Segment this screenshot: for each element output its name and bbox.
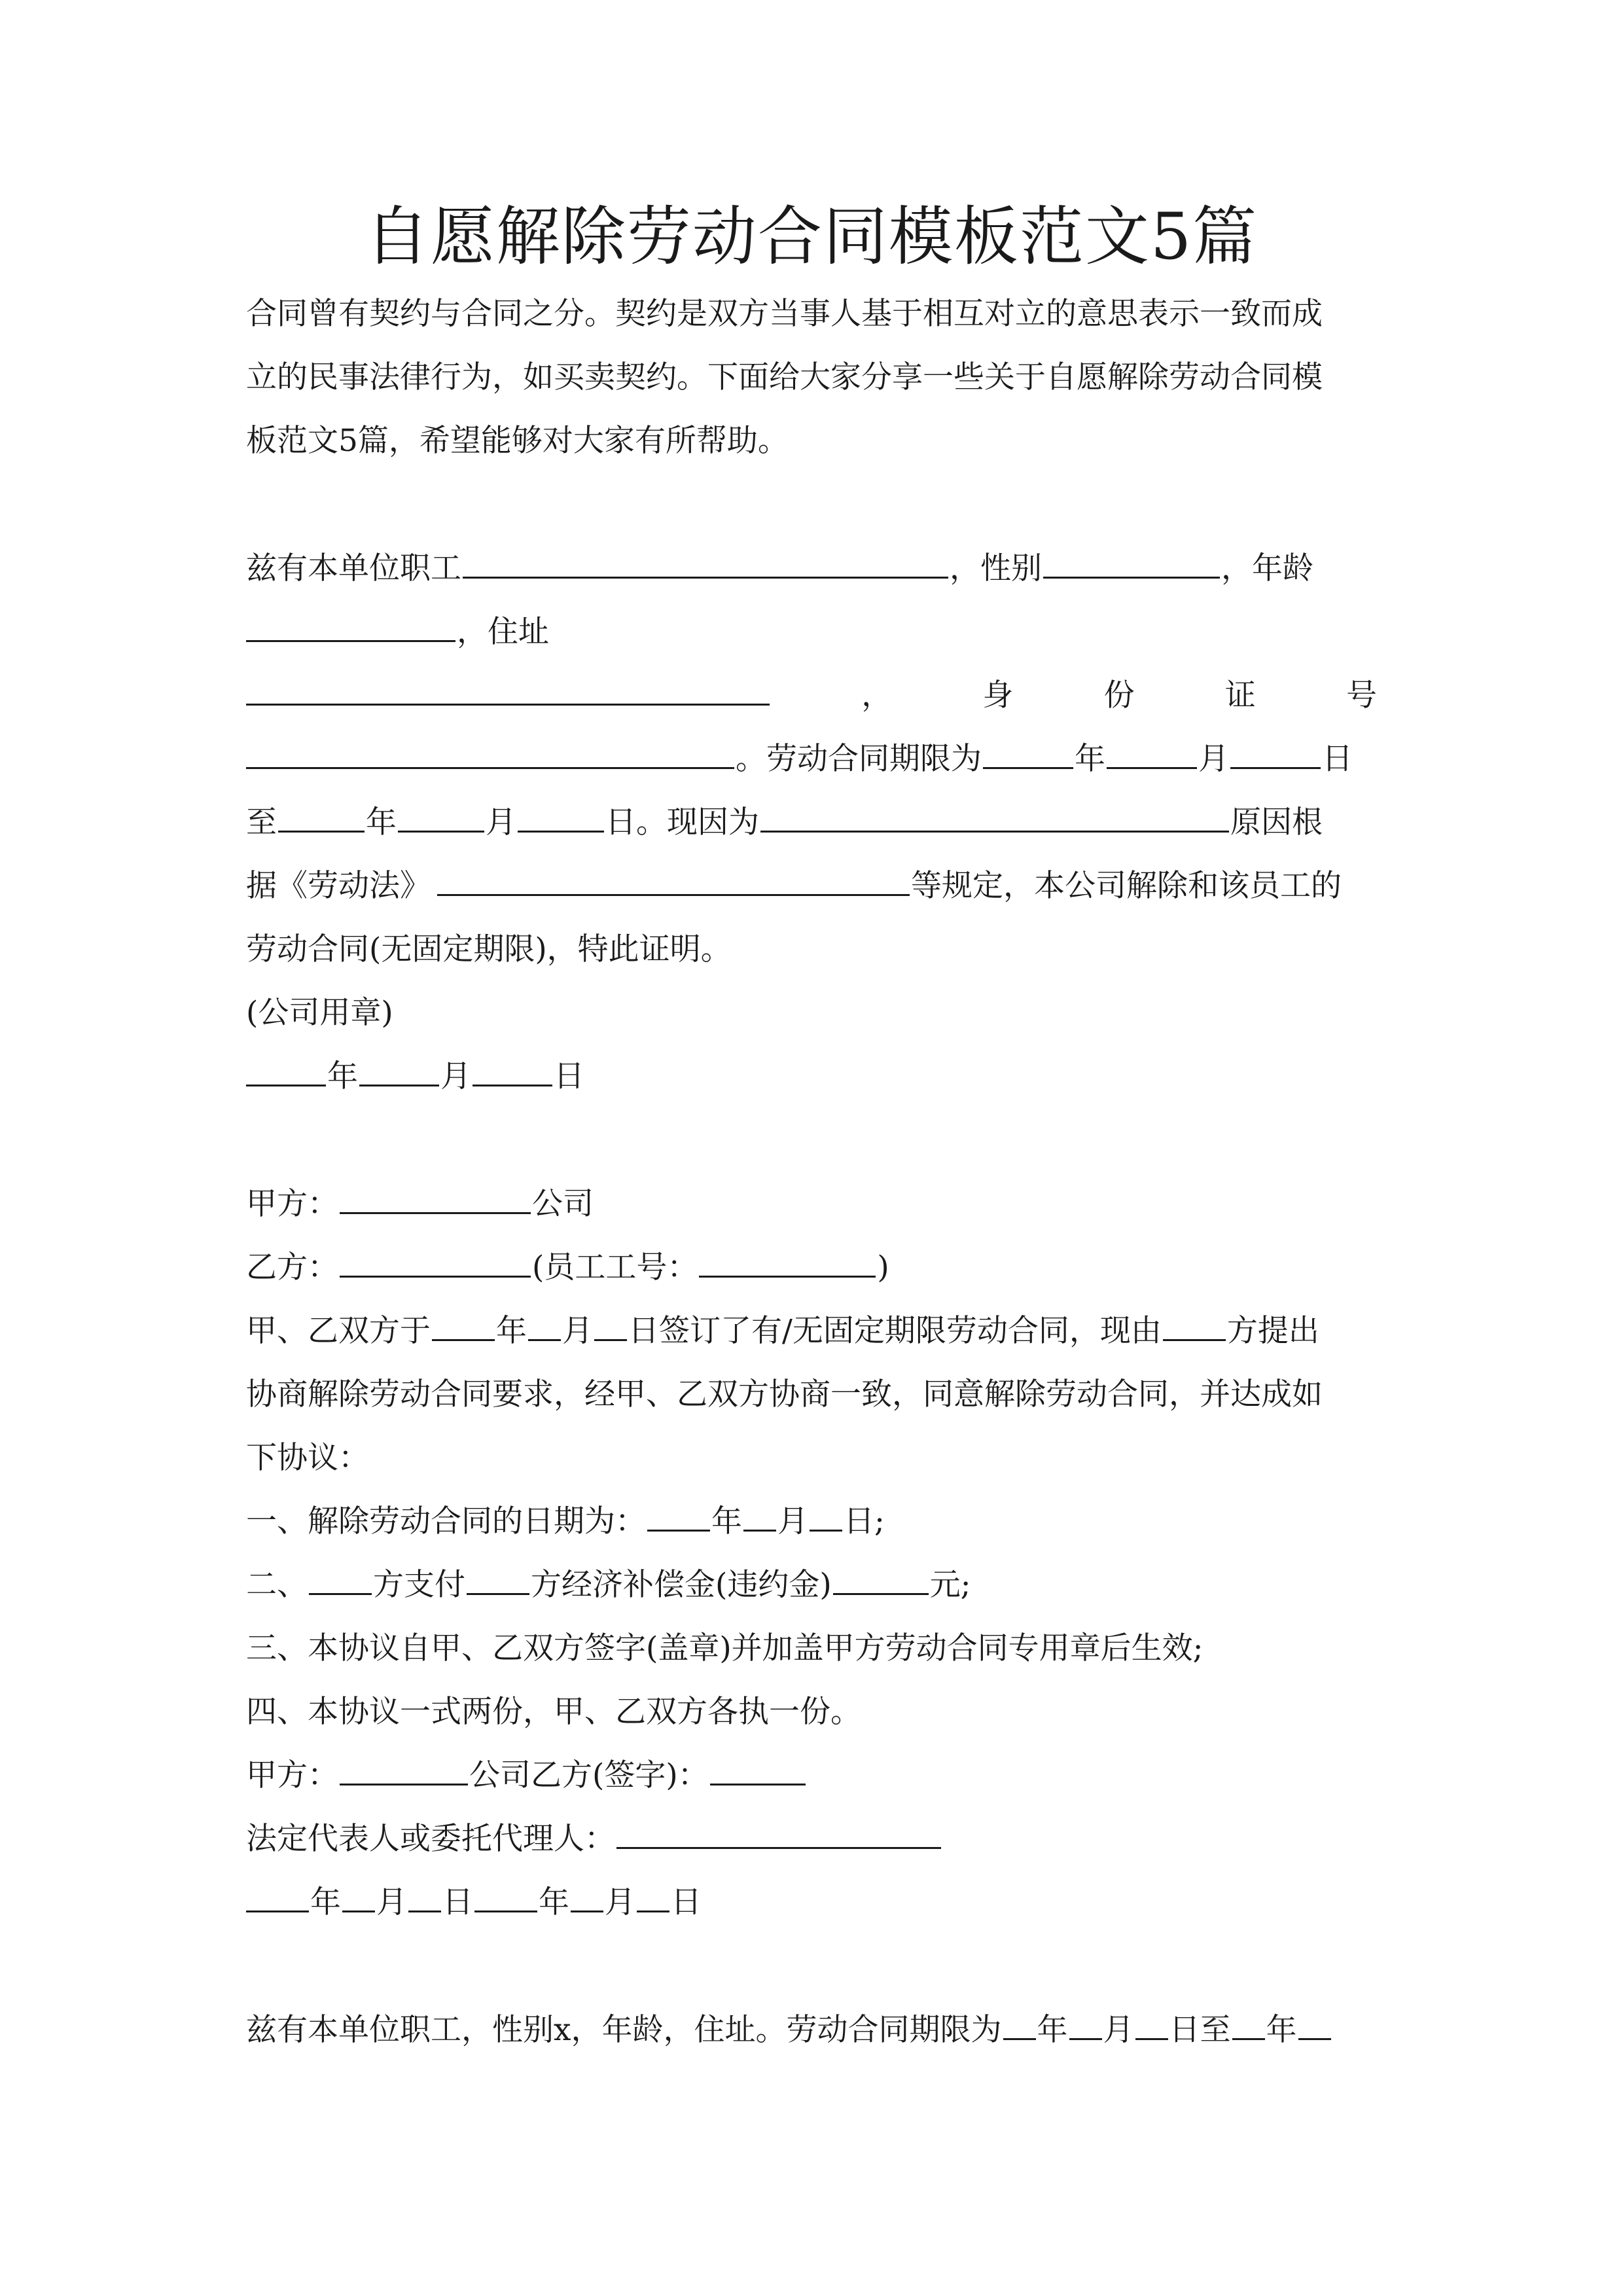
doc1-line-6: 据《劳动法》 等规定，本公司解除和该员工的 [246, 863, 1377, 909]
doc2-item-1: 一、解除劳动合同的日期为： 年 月 日; [246, 1499, 1377, 1545]
blank-date-a-year[interactable] [246, 1882, 309, 1912]
blank-paying-party[interactable] [309, 1564, 372, 1595]
doc2-para-line-3: 下协议： [246, 1440, 369, 1476]
blank-end-month[interactable] [398, 802, 484, 833]
blank-id-number[interactable] [246, 738, 734, 769]
blank-sign-party-b[interactable] [710, 1755, 806, 1785]
blank-party-a[interactable] [340, 1183, 531, 1214]
blank-sign-month[interactable] [359, 1056, 439, 1086]
blank-end-year[interactable] [278, 802, 365, 833]
doc2-dates: 年 月 日 年 月 日 [246, 1880, 1377, 1926]
doc1-seal: (公司用章) [246, 995, 393, 1031]
doc2-party-b: 乙方： (员工工号： ) [246, 1245, 1377, 1291]
doc2-para-line-2: 协商解除劳动合同要求，经甲、乙双方协商一致，同意解除劳动合同，并达成如 [246, 1376, 1323, 1412]
blank-doc3-start-year[interactable] [1003, 2009, 1036, 2040]
blank-employee-name[interactable] [463, 548, 948, 579]
blank-date-a-month[interactable] [342, 1882, 375, 1912]
blank-sign-day[interactable] [473, 1056, 552, 1086]
doc1-date: 年 月 日 [246, 1054, 1377, 1100]
blank-date-a-day[interactable] [408, 1882, 441, 1912]
doc1-line-5: 至 年 月 日。现因为 原因根 [246, 800, 1377, 846]
intro-line-1: 合同曾有契约与合同之分。契约是双方当事人基于相互对立的意思表示一致而成 [246, 296, 1323, 332]
blank-termination-month[interactable] [743, 1501, 776, 1532]
doc1-line-2: ，住址 [246, 609, 1377, 655]
blank-contract-month[interactable] [528, 1310, 561, 1341]
doc2-representative: 法定代表人或委托代理人： [246, 1816, 1377, 1862]
doc2-para-line-1: 甲、乙双方于 年 月 日签订了有/无固定期限劳动合同，现由 方提出 [246, 1308, 1377, 1354]
doc2-signatures: 甲方： 公司乙方(签字)： [246, 1753, 1377, 1799]
blank-receiving-party[interactable] [467, 1564, 529, 1595]
blank-sign-party-a[interactable] [340, 1755, 468, 1785]
blank-address[interactable] [246, 675, 770, 706]
doc2-item-4: 四、本协议一式两份，甲、乙双方各执一份。 [246, 1694, 861, 1730]
blank-start-month[interactable] [1107, 738, 1197, 769]
blank-law-article[interactable] [437, 865, 910, 896]
blank-doc3-end-month[interactable] [1298, 2009, 1331, 2040]
blank-start-day[interactable] [1230, 738, 1321, 769]
doc2-item-2: 二、 方支付 方经济补偿金(违约金) 元; [246, 1562, 1377, 1608]
doc1-line-4: 。劳动合同期限为 年 月 日 [246, 736, 1377, 782]
blank-age[interactable] [246, 611, 455, 642]
doc1-line-1: 兹有本单位职工 ，性别 ，年龄 [246, 546, 1377, 592]
doc3-line-1: 兹有本单位职工，性别x，年龄，住址。劳动合同期限为 年 月 日至 年 [246, 2007, 1377, 2053]
doc1-line-3: ， 身 份 证 号 [246, 673, 1377, 719]
blank-sign-year[interactable] [246, 1056, 326, 1086]
blank-proposing-party[interactable] [1163, 1310, 1226, 1341]
blank-date-b-month[interactable] [571, 1882, 603, 1912]
doc1-line-7: 劳动合同(无固定期限)，特此证明。 [246, 931, 732, 967]
blank-compensation-amount[interactable] [833, 1564, 929, 1595]
blank-party-b[interactable] [340, 1247, 531, 1278]
blank-date-b-year[interactable] [474, 1882, 537, 1912]
blank-representative[interactable] [616, 1818, 941, 1849]
blank-date-b-day[interactable] [637, 1882, 669, 1912]
blank-start-year[interactable] [983, 738, 1073, 769]
blank-employee-number[interactable] [699, 1247, 876, 1278]
blank-termination-year[interactable] [647, 1501, 710, 1532]
document-title: 自愿解除劳动合同模板范文5篇 [365, 200, 1258, 274]
doc2-item-3: 三、本协议自甲、乙双方签字(盖章)并加盖甲方劳动合同专用章后生效; [246, 1630, 1204, 1666]
blank-doc3-end-year-prefix[interactable] [1232, 2009, 1265, 2040]
blank-doc3-start-month[interactable] [1069, 2009, 1102, 2040]
intro-line-2: 立的民事法律行为，如买卖契约。下面给大家分享一些关于自愿解除劳动合同模 [246, 359, 1323, 395]
blank-reason[interactable] [760, 802, 1229, 833]
blank-gender[interactable] [1043, 548, 1220, 579]
blank-contract-day[interactable] [594, 1310, 627, 1341]
blank-end-day[interactable] [518, 802, 604, 833]
blank-termination-day[interactable] [810, 1501, 842, 1532]
blank-doc3-start-day[interactable] [1135, 2009, 1168, 2040]
doc2-party-a: 甲方： 公司 [246, 1181, 1377, 1227]
blank-contract-year[interactable] [432, 1310, 495, 1341]
intro-line-3: 板范文5篇，希望能够对大家有所帮助。 [246, 423, 789, 459]
